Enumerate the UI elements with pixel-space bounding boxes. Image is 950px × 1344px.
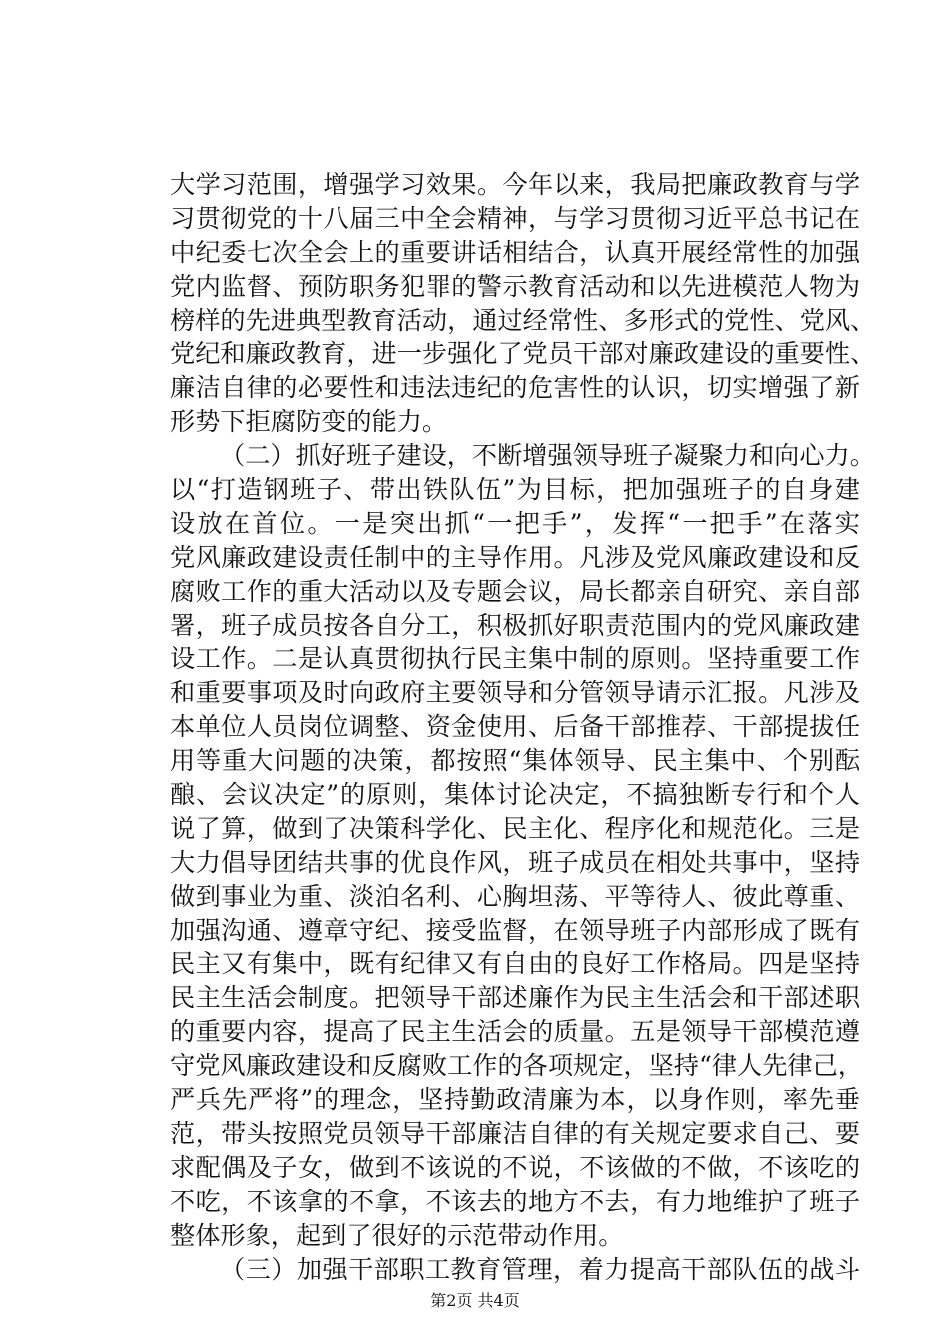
text-line: 民主生活会制度。把领导干部述廉作为民主生活会和干部述职 — [170, 983, 860, 1013]
text-line: 大力倡导团结共事的优良作风，班子成员在相处共事中，坚持 — [170, 847, 860, 877]
text-line: 整体形象，起到了很好的示范带动作用。 — [170, 1220, 624, 1250]
text-line: 的重要内容，提高了民主生活会的质量。五是领导干部模范遵 — [170, 1017, 860, 1047]
text-line: 说了算，做到了决策科学化、民主化、程序化和规范化。三是 — [170, 813, 860, 843]
page-number-footer: 第2页 共4页 — [430, 1291, 520, 1310]
text-line: 中纪委七次全会上的重要讲话相结合，认真开展经常性的加强 — [170, 237, 860, 267]
text-line: （三）加强干部职工教育管理，着力提高干部队伍的战斗 — [220, 1254, 860, 1284]
text-line: 求配偶及子女，做到不该说的不说，不该做的不做，不该吃的 — [170, 1152, 860, 1182]
text-line: 本单位人员岗位调整、资金使用、后备干部推荐、干部提拔任 — [170, 712, 860, 742]
text-line: 民主又有集中，既有纪律又有自由的良好工作格局。四是坚持 — [170, 949, 860, 979]
text-line: 大学习范围，增强学习效果。今年以来，我局把廉政教育与学 — [170, 170, 860, 199]
text-line: 设工作。二是认真贯彻执行民主集中制的原则。坚持重要工作 — [170, 644, 860, 674]
text-line: 腐败工作的重大活动以及专题会议，局长都亲自研究、亲自部 — [170, 576, 860, 606]
text-line: 党内监督、预防职务犯罪的警示教育活动和以先进模范人物为 — [170, 271, 860, 301]
text-line: 设放在首位。一是突出抓“一把手”，发挥“一把手”在落实 — [170, 508, 860, 538]
text-line: 署，班子成员按各自分工，积极抓好职责范围内的党风廉政建 — [170, 610, 860, 640]
text-line: 范，带头按照党员领导干部廉洁自律的有关规定要求自己、要 — [170, 1118, 860, 1148]
text-line: 廉洁自律的必要性和违法违纪的危害性的认识，切实增强了新 — [170, 373, 860, 403]
text-line: 做到事业为重、淡泊名利、心胸坦荡、平等待人、彼此尊重、 — [170, 881, 860, 911]
text-line: 形势下拒腐防变的能力。 — [170, 407, 448, 437]
text-line: 党纪和廉政教育，进一步强化了党员干部对廉政建设的重要性、 — [170, 339, 876, 369]
text-line: 党风廉政建设责任制中的主导作用。凡涉及党风廉政建设和反 — [170, 542, 860, 572]
body-text — [170, 168, 876, 1286]
text-line: 守党风廉政建设和反腐败工作的各项规定，坚持“律人先律己， — [170, 1051, 863, 1081]
text-line: 和重要事项及时向政府主要领导和分管领导请示汇报。凡涉及 — [170, 678, 860, 708]
text-line: （二）抓好班子建设，不断增强领导班子凝聚力和向心力。 — [220, 441, 875, 471]
text-line: 习贯彻党的十八届三中全会精神，与学习贯彻习近平总书记在 — [170, 203, 860, 233]
text-line: 榜样的先进典型教育活动，通过经常性、多形式的党性、党风、 — [170, 305, 876, 335]
text-line: 用等重大问题的决策，都按照“集体领导、民主集中、个别酝 — [170, 746, 860, 776]
text-line: 以“打造钢班子、带出铁队伍”为目标，把加强班子的自身建 — [170, 475, 860, 505]
text-line: 严兵先严将”的理念，坚持勤政清廉为本，以身作则，率先垂 — [170, 1085, 860, 1115]
text-line: 加强沟通、遵章守纪、接受监督，在领导班子内部形成了既有 — [170, 915, 860, 945]
text-line: 不吃，不该拿的不拿，不该去的地方不去，有力地维护了班子 — [170, 1186, 860, 1216]
text-line: 酿、会议决定”的原则，集体讨论决定，不搞独断专行和个人 — [170, 780, 860, 810]
